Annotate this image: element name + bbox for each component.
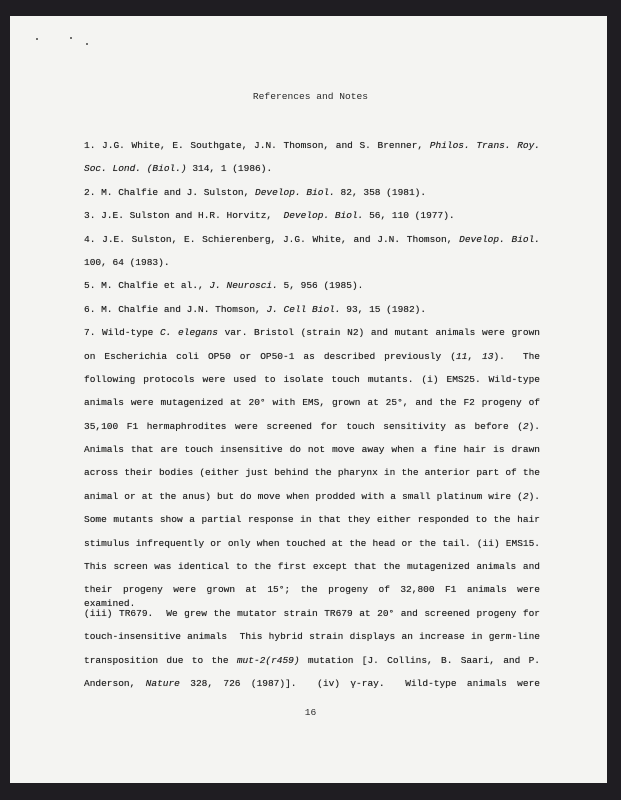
text-segment: 35,100 F1 hermaphrodites were screened for touch sensitivity as before ( — [84, 420, 523, 432]
text-line — [84, 420, 540, 443]
text-line — [84, 139, 540, 162]
text-segment: 93, 15 (1982). — [340, 303, 427, 315]
text-segment: mutation [J. Collins, B. Saari, and P. — [299, 654, 540, 666]
text-line — [84, 630, 540, 653]
text-line — [84, 373, 540, 396]
italic-text: 2 — [522, 420, 529, 432]
text-segment: Animals that are touch insensitive do not move away when a fine hair is drawn — [84, 444, 540, 456]
text-segment: ). — [528, 420, 540, 432]
text-segment: 2. M. Chalfie and J. Sulston, — [84, 186, 256, 198]
italic-text: Nature — [145, 677, 180, 689]
text-line — [84, 279, 540, 302]
text-segment: var. Bristol (strain N2) and mutant animals were grown — [217, 327, 540, 339]
text-segment: ). The — [493, 350, 540, 362]
text-line — [84, 583, 546, 610]
text-line — [84, 513, 540, 536]
text-segment: 328, 726 (1987)]. (iv) γ-ray. Wild-type animals were — [179, 677, 540, 689]
italic-text: 11 — [455, 350, 468, 362]
text-line — [84, 162, 540, 185]
text-segment: 4. J.E. Sulston, E. Schierenberg, J.G. White, and J.N. Thomson, — [84, 233, 460, 245]
text-segment: following protocols were used to isolate touch mutants. (i) EMS25. Wild-type — [84, 373, 540, 385]
text-segment: 314, 1 (1986). — [186, 163, 273, 175]
italic-text: Soc. Lond. (Biol.) — [84, 163, 187, 175]
italic-text: Philos. Trans. Roy. — [429, 140, 540, 151]
text-segment: stimulus infrequently or only when touched at the head or the tail. (ii) EMS15. — [84, 537, 540, 549]
text-line — [84, 186, 540, 209]
scan-speck — [70, 37, 72, 39]
text-line — [84, 396, 540, 419]
italic-text: J. Cell Biol. — [266, 303, 341, 315]
text-line — [84, 654, 540, 677]
text-line — [84, 256, 540, 279]
page-number: 16 — [304, 707, 317, 718]
scan-speck — [36, 38, 38, 40]
text-line — [84, 443, 540, 466]
text-segment: 5, 956 (1985). — [277, 280, 364, 292]
italic-text: Develop. Biol. — [459, 233, 540, 245]
text-segment: 3. J.E. Sulston and H.R. Horvitz, — [84, 210, 284, 222]
text-segment: on Escherichia coli OP50 or OP50-1 as described previously ( — [84, 350, 456, 362]
text-line — [84, 466, 540, 489]
text-segment: ). — [528, 490, 540, 502]
italic-text: 13 — [482, 350, 494, 362]
text-segment: 5. M. Chalfie et al., — [84, 280, 210, 292]
text-segment: 1. J.G. White, E. Southgate, J.N. Thomson, and S. Brenner, — [84, 140, 430, 151]
text-line — [84, 233, 540, 256]
italic-text: J. Neurosci. — [209, 280, 278, 292]
text-segment: touch-insensitive animals This hybrid strain displays an increase in germ-line — [84, 631, 540, 643]
text-segment: 82, 358 (1981). — [334, 186, 427, 198]
text-segment: Anderson, — [84, 677, 146, 689]
text-segment: animal or at the anus) but do move when prodded with a small platinum wire ( — [84, 490, 523, 502]
text-line — [84, 560, 540, 583]
text-segment: transposition due to the — [84, 654, 237, 666]
text-line — [84, 303, 540, 326]
italic-text: mut-2(r459) — [236, 654, 300, 666]
references-text — [84, 139, 546, 700]
italic-text: Develop. Biol. — [255, 186, 335, 198]
text-line — [84, 326, 540, 349]
text-segment: 100, 64 (1983). — [84, 256, 170, 268]
text-segment: This screen was identical to the first except that the mutagenized animals and — [84, 561, 540, 573]
text-line — [84, 350, 540, 373]
text-line — [84, 677, 540, 700]
text-segment: their progeny were grown at 15°; the progeny of 32,800 F1 animals were examined. — [84, 584, 546, 610]
text-line — [84, 209, 540, 232]
text-segment: animals were mutagenized at 20° with EMS, grown at 25°, and the F2 progeny of — [84, 397, 540, 409]
italic-text: Develop. Biol. — [283, 210, 364, 222]
scan-speck — [86, 43, 88, 45]
text-segment: 7. Wild-type — [84, 327, 160, 339]
text-line — [84, 607, 540, 630]
text-line — [84, 490, 540, 513]
section-heading: References and Notes — [252, 91, 369, 102]
text-segment: , — [467, 350, 483, 362]
text-segment: 6. M. Chalfie and J.N. Thomson, — [84, 303, 267, 315]
text-segment: across their bodies (either just behind the pharynx in the anterior part of the — [84, 467, 540, 479]
text-segment: Some mutants show a partial response in that they either responded to the hair — [84, 514, 540, 526]
italic-text: C. elegans — [160, 327, 218, 339]
text-segment: 56, 110 (1977). — [363, 210, 455, 222]
italic-text: 2 — [522, 490, 529, 502]
text-line — [84, 537, 540, 560]
text-segment: (iii) TR679. We grew the mutator strain TR679 at 20° and screened progeny for — [84, 607, 540, 619]
